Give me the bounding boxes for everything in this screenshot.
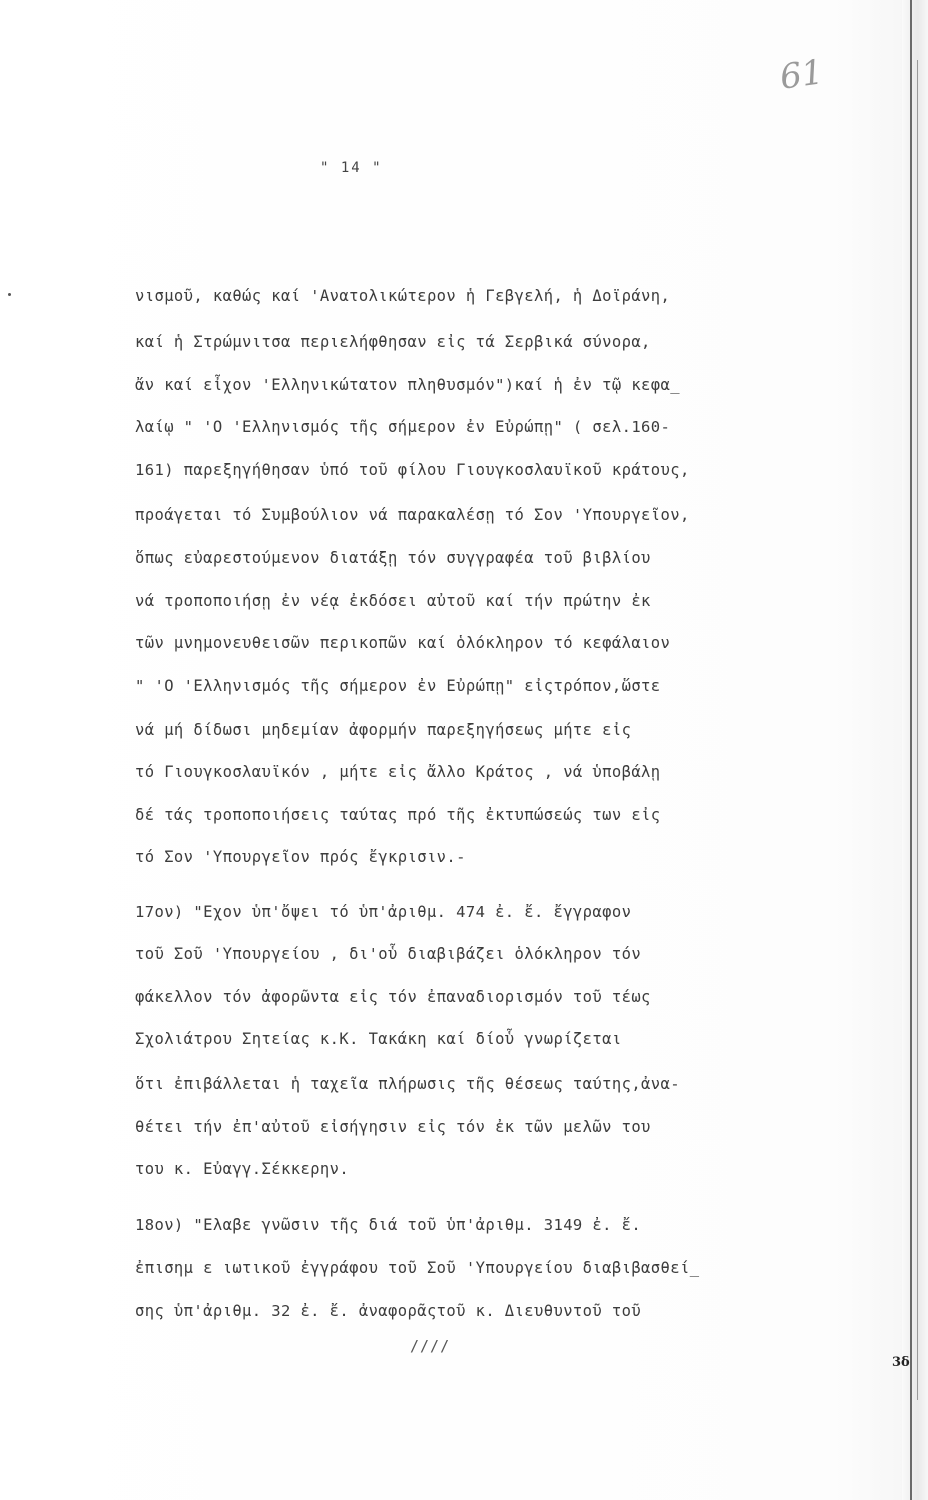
crossed-out-mark: //// <box>410 1337 451 1355</box>
page-number: " 14 " <box>320 160 383 176</box>
text-line: τό Γιουγκοσλαυϊκόν , μήτε εἰς ἄλλο Κράτος , νά ὑποβάλῃ <box>135 763 661 781</box>
text-line: Σχολιάτρου Σητείας κ.Κ. Τακάκη καί δίοὗ γνωρίζεται <box>135 1030 622 1048</box>
stray-dot <box>8 293 11 296</box>
text-line: νισμοῦ, καθώς καί 'Ανατολικώτερον ἡ Γεβγελή, ἡ Δοϊράνη, <box>135 287 671 305</box>
text-line: ἄν καί εἶχον 'Ελληνικώτατον πληθυσμόν")καί ἡ ἐν τῷ κεφα_ <box>135 376 680 394</box>
text-line: καί ἡ Στρώμνιτσα περιελήφθησαν εἰς τά Σερβικά σύνορα, <box>135 333 651 351</box>
text-line: " 'Ο 'Ελληνισμός τῆς σήμερον ἐν Εὐρώπῃ" εἰςτρόπον,ὥστε <box>135 677 661 695</box>
page-edge-line-inner <box>917 60 918 1400</box>
text-line: ὅπως εὐαρεστούμενον διατάξῃ τόν συγγραφέα τοῦ βιβλίου <box>135 549 651 567</box>
page-edge-line <box>910 0 912 1500</box>
text-line: του κ. Εὐαγγ.Σέκκερην. <box>135 1160 350 1178</box>
text-line: ἐπισημ ε ιωτικοῦ ἐγγράφου τοῦ Σοῦ 'Υπουργείου διαβιβασθεί_ <box>135 1259 700 1277</box>
text-line: νά μή δίδωσι μηδεμίαν ἀφορμήν παρεξηγήσεως μήτε εἰς <box>135 721 632 739</box>
text-line: λαίῳ " 'Ο 'Ελληνισμός τῆς σήμερον ἐν Εὐρώπῃ" ( σελ.160- <box>135 418 671 436</box>
text-line: φάκελλον τόν ἀφορῶντα εἰς τόν ἐπαναδιορισμόν τοῦ τέως <box>135 988 651 1006</box>
text-line: τῶν μνημονευθεισῶν περικοπῶν καί ὁλόκληρον τό κεφάλαιον <box>135 634 671 652</box>
text-line: δέ τάς τροποποιήσεις ταύτας πρό τῆς ἐκτυπώσεώς των εἰς <box>135 806 661 824</box>
handwritten-page-number: 61 <box>777 52 826 98</box>
text-line: τοῦ Σοῦ 'Υπουργείου , δι'οὗ διαβιβάζει ὁλόκληρον τόν <box>135 945 642 963</box>
edge-mark: 3δ <box>892 1355 910 1370</box>
text-line: θέτει τήν ἐπ'αὐτοῦ εἰσήγησιν εἰς τόν ἐκ τῶν μελῶν του <box>135 1118 651 1136</box>
text-line: σης ὑπ'ἀριθμ. 32 ἐ. ἔ. ἀναφορᾶςτοῦ κ. Διευθυντοῦ τοῦ <box>135 1302 642 1320</box>
text-line: ὅτι ἐπιβάλλεται ἡ ταχεῖα πλήρωσις τῆς θέσεως ταύτης,ἀνα- <box>135 1075 680 1093</box>
page-edge-shadow <box>902 0 928 1500</box>
text-line: 17ον) "Εχον ὑπ'ὄψει τό ὑπ'ἀριθμ. 474 ἐ. ἔ. ἔγγραφον <box>135 903 632 921</box>
text-line: προάγεται τό Συμβούλιον νά παρακαλέσῃ τό Σον 'Υπουργεῖον, <box>135 506 690 524</box>
text-line: νά τροποποιήσῃ ἐν νέᾳ ἐκδόσει αὐτοῦ καί τήν πρώτην ἐκ <box>135 592 651 610</box>
text-line: 18ον) "Ελαβε γνῶσιν τῆς διά τοῦ ὑπ'ἀριθμ. 3149 ἐ. ἔ. <box>135 1216 642 1234</box>
text-line: 161) παρεξηγήθησαν ὑπό τοῦ φίλου Γιουγκοσλαυϊκοῦ κράτους, <box>135 461 690 479</box>
text-line: τό Σον 'Υπουργεῖον πρός ἔγκρισιν.- <box>135 848 466 866</box>
